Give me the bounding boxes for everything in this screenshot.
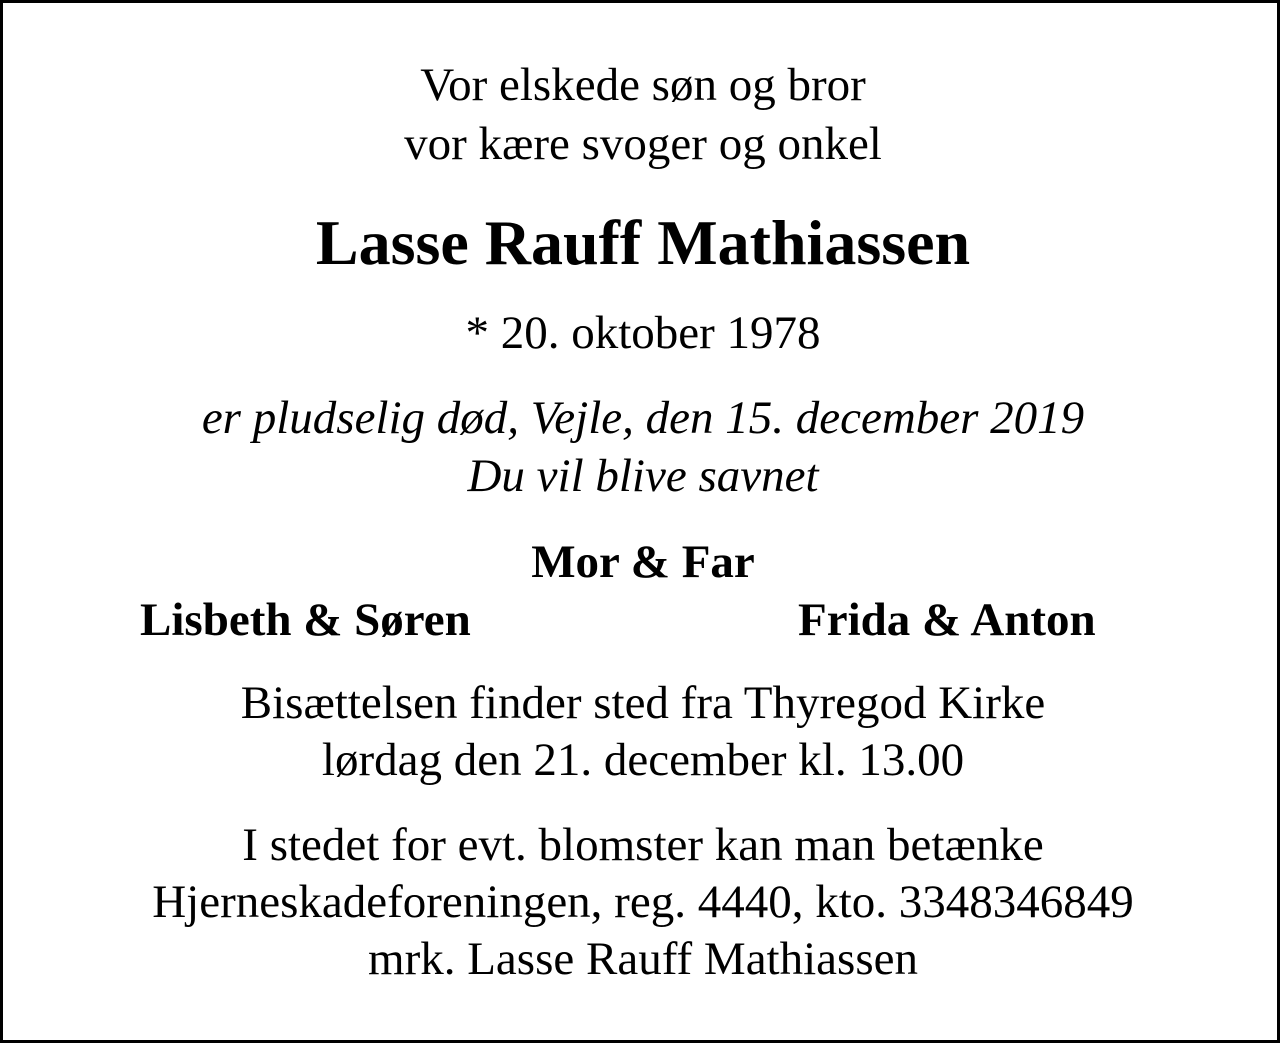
siblings-signature-right: Frida & Anton [798, 594, 1096, 646]
donation-line-2: Hjerneskadeforeningen, reg. 4440, kto. 3348346849 [152, 876, 1134, 928]
intro-line-2: vor kære svoger og onkel [404, 118, 882, 170]
intro-line-1: Vor elskede søn og bror [420, 59, 866, 111]
farewell-line: Du vil blive savnet [467, 450, 819, 502]
donation-line-1: I stedet for evt. blomster kan man betænke [242, 819, 1044, 871]
birth-date: * 20. oktober 1978 [465, 307, 821, 359]
parents-signature: Mor & Far [531, 536, 755, 588]
donation-line-3: mrk. Lasse Rauff Mathiassen [368, 933, 918, 985]
funeral-info-line-2: lørdag den 21. december kl. 13.00 [321, 734, 965, 786]
siblings-signature-left: Lisbeth & Søren [140, 594, 471, 646]
funeral-info-line-1: Bisættelsen finder sted fra Thyregod Kirke [240, 677, 1046, 729]
deceased-name: Lasse Rauff Mathiassen [315, 207, 971, 278]
death-line: er pludselig død, Vejle, den 15. december 2019 [201, 392, 1085, 444]
